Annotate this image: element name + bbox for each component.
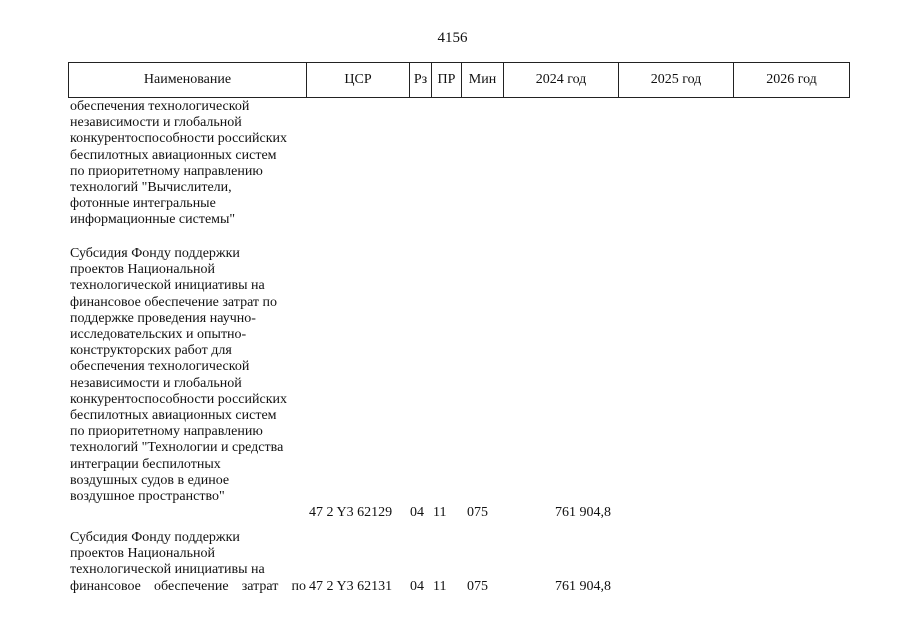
header-rz: Рз: [410, 63, 432, 97]
rz-code: 04: [410, 579, 424, 594]
text-line: конкурентоспособности российских: [70, 131, 287, 147]
min-code: 075: [467, 579, 488, 594]
row-subsidy-2-name: [70, 530, 306, 595]
min-code: 075: [467, 505, 488, 520]
page-number: 4156: [437, 30, 468, 46]
text-line: проектов Национальной: [70, 262, 216, 278]
text-line: исследовательских и опытно-: [70, 327, 247, 343]
text-line: технологий "Вычислители,: [70, 180, 232, 196]
csr-code: 47 2 Y3 62129: [309, 505, 393, 520]
amount-2024: 761 904,8: [555, 579, 611, 594]
text-line: независимости и глобальной: [70, 375, 242, 391]
header-min: Мин: [462, 63, 504, 97]
text-line: поддержке проведения научно-: [70, 310, 256, 326]
header-2025: 2025 год: [619, 63, 734, 97]
text-line: технологий "Технологии и средства: [70, 440, 284, 456]
pr-code: 11: [433, 579, 447, 594]
text-line: финансовое обеспечение затрат по: [70, 578, 306, 594]
header-name: Наименование: [69, 63, 307, 97]
text-line: по приоритетному направлению: [70, 163, 263, 179]
text-line: независимости и глобальной: [70, 115, 242, 131]
row-subsidy-1-name: [70, 246, 306, 505]
amount-2024: 761 904,8: [555, 505, 611, 520]
text-line: информационные системы": [70, 212, 236, 228]
text-line: технологической инициативы на: [70, 278, 265, 294]
table-header: [68, 62, 850, 98]
csr-code: 47 2 Y3 62131: [309, 579, 393, 594]
text-line: Субсидия Фонду поддержки: [70, 246, 240, 261]
text-line: обеспечения технологической: [70, 99, 250, 114]
text-line: технологической инициативы на: [70, 562, 265, 578]
text-line: обеспечения технологической: [70, 359, 250, 375]
text-line: конкурентоспособности российских: [70, 391, 287, 407]
text-line: фотонные интегральные: [70, 196, 216, 212]
row-continuation-name: [70, 99, 306, 229]
text-line: интеграции беспилотных: [70, 456, 221, 472]
text-line: воздушных судов в единое: [70, 472, 230, 488]
text-line: воздушное пространство": [70, 489, 225, 505]
text-line: беспилотных авиационных систем: [70, 408, 277, 424]
pr-code: 11: [433, 505, 447, 520]
text-line: конструкторских работ для: [70, 343, 232, 359]
text-line: проектов Национальной: [70, 546, 216, 562]
header-csr: ЦСР: [307, 63, 410, 97]
text-line: финансовое обеспечение затрат по: [70, 294, 278, 310]
text-line: беспилотных авиационных систем: [70, 147, 277, 163]
rz-code: 04: [410, 505, 424, 520]
header-2024: 2024 год: [504, 63, 619, 97]
header-pr: ПР: [432, 63, 462, 97]
header-2026: 2026 год: [766, 72, 817, 87]
text-line: Субсидия Фонду поддержки: [70, 530, 240, 545]
text-line: по приоритетному направлению: [70, 424, 263, 440]
